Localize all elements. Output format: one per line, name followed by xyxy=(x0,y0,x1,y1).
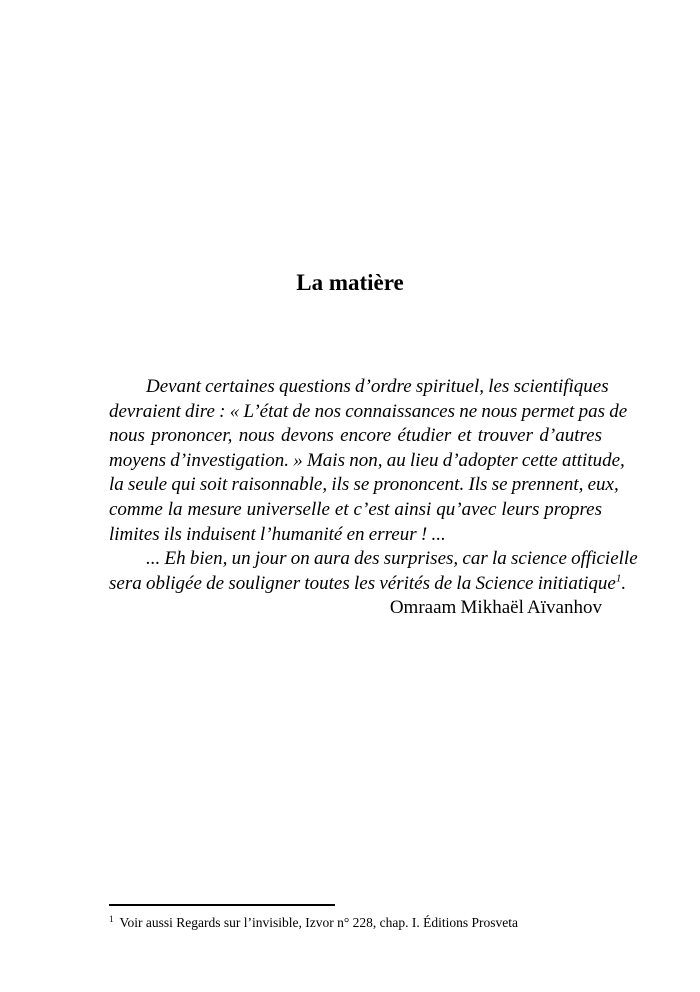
quote-text: sera obligée de souligner toutes les vérités de la Science initiatique xyxy=(109,572,616,594)
quote-line: Devant certaines questions d’ordre spirituel, les scientifiques xyxy=(146,376,609,397)
quote-line: la seule qui soit raisonnable, ils se prononcent. Ils se prennent, eux, xyxy=(109,474,619,496)
footnote-number: 1 xyxy=(109,913,114,924)
page-title: La matière xyxy=(296,270,404,295)
quote-line: devraient dire : « L’état de nos connaissances ne nous permet pas de xyxy=(109,400,628,422)
footnote xyxy=(109,915,518,931)
quote-line: moyens d’investigation. » Mais non, au lieu d’adopter cette attitude, xyxy=(109,449,625,471)
quote-line: nous prononcer, nous devons encore étudier et trouver d’autres xyxy=(109,425,602,447)
footnote-divider xyxy=(109,904,335,906)
quote-line: ... Eh bien, un jour on aura des surprises, car la science officielle xyxy=(146,548,638,570)
footnote-reference[interactable]: 1 xyxy=(615,572,622,585)
author-name: Omraam Mikhaël Aïvanhov xyxy=(389,597,602,619)
final-punctuation: . xyxy=(621,572,627,594)
footnote-text: Voir aussi Regards sur l’invisible, Izvor n° 228, chap. I. Éditions Prosveta xyxy=(119,915,518,930)
quote-paragraph xyxy=(109,375,638,621)
quote-line: comme la mesure universelle et c’est ainsi qu’avec leurs propres xyxy=(109,498,602,520)
quote-line: limites ils induisent l’humanité en erreur ! ... xyxy=(109,523,446,545)
quote-line-last xyxy=(109,572,627,597)
